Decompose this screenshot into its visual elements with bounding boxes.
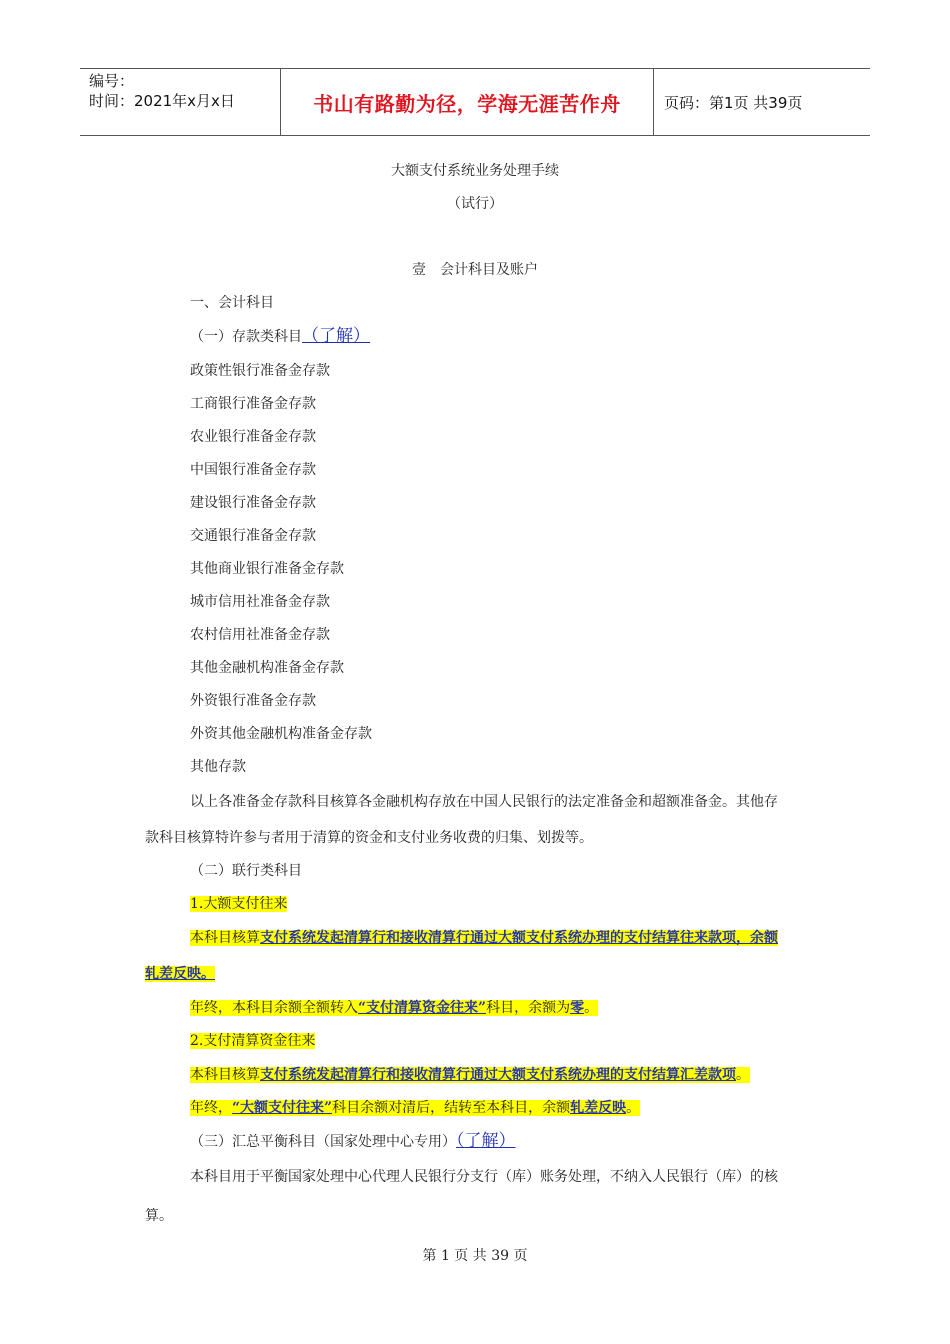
- sub-heading-text: （三）汇总平衡科目（国家处理中心专用）: [190, 1134, 456, 1150]
- item-title-text: 2.支付清算资金往来: [190, 1033, 316, 1049]
- text-run: 科目，余额为: [486, 1000, 571, 1016]
- page-footer: 第 1 页 共 39 页: [422, 1248, 528, 1264]
- emphasis-run: “支付清算资金往来”: [358, 1000, 487, 1016]
- sub-heading-balance: [190, 1131, 516, 1152]
- paragraph-line: 本科目用于平衡国家处理中心代理人民银行分支行（库）账务处理，不纳入人民银行（库）的核: [190, 1169, 778, 1185]
- paragraph-line: 算。: [145, 1208, 173, 1224]
- header-page-info: 页码：第1页 共39页: [664, 93, 803, 112]
- highlight-paragraph-line: [190, 928, 778, 948]
- text-run: 。: [736, 1067, 750, 1083]
- number-label: 编号：: [89, 72, 135, 90]
- highlight-paragraph-line: [190, 1098, 640, 1118]
- header-motto: 书山有路勤为径，学海无涯苦作舟: [281, 69, 654, 135]
- sub-heading-interbank: （二）联行类科目: [190, 863, 302, 879]
- list-item: 政策性银行准备金存款: [190, 363, 330, 379]
- list-item: 中国银行准备金存款: [190, 462, 316, 478]
- list-item: 交通银行准备金存款: [190, 528, 316, 544]
- understand-note: （了解）: [456, 1131, 516, 1151]
- section-heading: 一、会计科目: [190, 295, 274, 311]
- list-item: 建设银行准备金存款: [190, 495, 316, 511]
- emphasis-run: “大额支付往来”: [232, 1100, 333, 1116]
- text-run: 本科目核算: [190, 1067, 260, 1083]
- list-item: 其他存款: [190, 759, 246, 775]
- highlight-paragraph-line: [190, 1065, 750, 1085]
- header-meta: [80, 69, 281, 135]
- text-run: 。: [626, 1100, 641, 1116]
- item-title: [190, 1031, 315, 1051]
- time-label: 时间：2021年x月x日: [89, 92, 235, 110]
- list-item: 外资银行准备金存款: [190, 693, 316, 709]
- paragraph-line: 以上各准备金存款科目核算各金融机构存放在中国人民银行的法定准备金和超额准备金。其他存: [190, 794, 778, 810]
- document-subtitle: （试行）: [447, 196, 503, 212]
- list-item: 其他商业银行准备金存款: [190, 561, 344, 577]
- list-item: 城市信用社准备金存款: [190, 594, 330, 610]
- emphasis-run: 支付系统发起清算行和接收清算行通过大额支付系统办理的支付结算汇差款项: [260, 1067, 736, 1083]
- document-title: 大额支付系统业务处理手续: [391, 163, 559, 179]
- sub-heading-text: （一）存款类科目: [190, 329, 302, 345]
- page-header: [80, 68, 870, 136]
- list-item: 其他金融机构准备金存款: [190, 660, 344, 676]
- highlight-paragraph-line: [145, 964, 215, 984]
- understand-note: （了解）: [302, 326, 370, 346]
- list-item: 农村信用社准备金存款: [190, 627, 330, 643]
- text-run: 年终，本科目余额全额转入: [190, 1000, 358, 1016]
- list-item: 外资其他金融机构准备金存款: [190, 726, 372, 742]
- text-run: 本科目核算: [190, 930, 260, 946]
- emphasis-run: 零: [570, 1000, 585, 1016]
- text-run: 。: [584, 1000, 599, 1016]
- paragraph-line: 款科目核算特许参与者用于清算的资金和支付业务收费的归集、划拨等。: [145, 830, 593, 846]
- sub-heading-deposit: [190, 326, 370, 347]
- part-title: 壹 会计科目及账户: [412, 262, 538, 278]
- emphasis-run: 轧差反映。: [145, 966, 215, 982]
- highlight-paragraph-line: [190, 998, 598, 1018]
- text-run: 科目余额对清后，结转至本科目，余额: [332, 1100, 571, 1116]
- list-item: 工商银行准备金存款: [190, 396, 316, 412]
- emphasis-run: 轧差反映: [570, 1100, 627, 1116]
- text-run: 年终，: [190, 1100, 232, 1116]
- item-title-text: 1.大额支付往来: [190, 896, 288, 912]
- item-title: [190, 894, 287, 914]
- emphasis-run: 支付系统发起清算行和接收清算行通过大额支付系统办理的支付结算往来款项，余额: [260, 930, 778, 946]
- list-item: 农业银行准备金存款: [190, 429, 316, 445]
